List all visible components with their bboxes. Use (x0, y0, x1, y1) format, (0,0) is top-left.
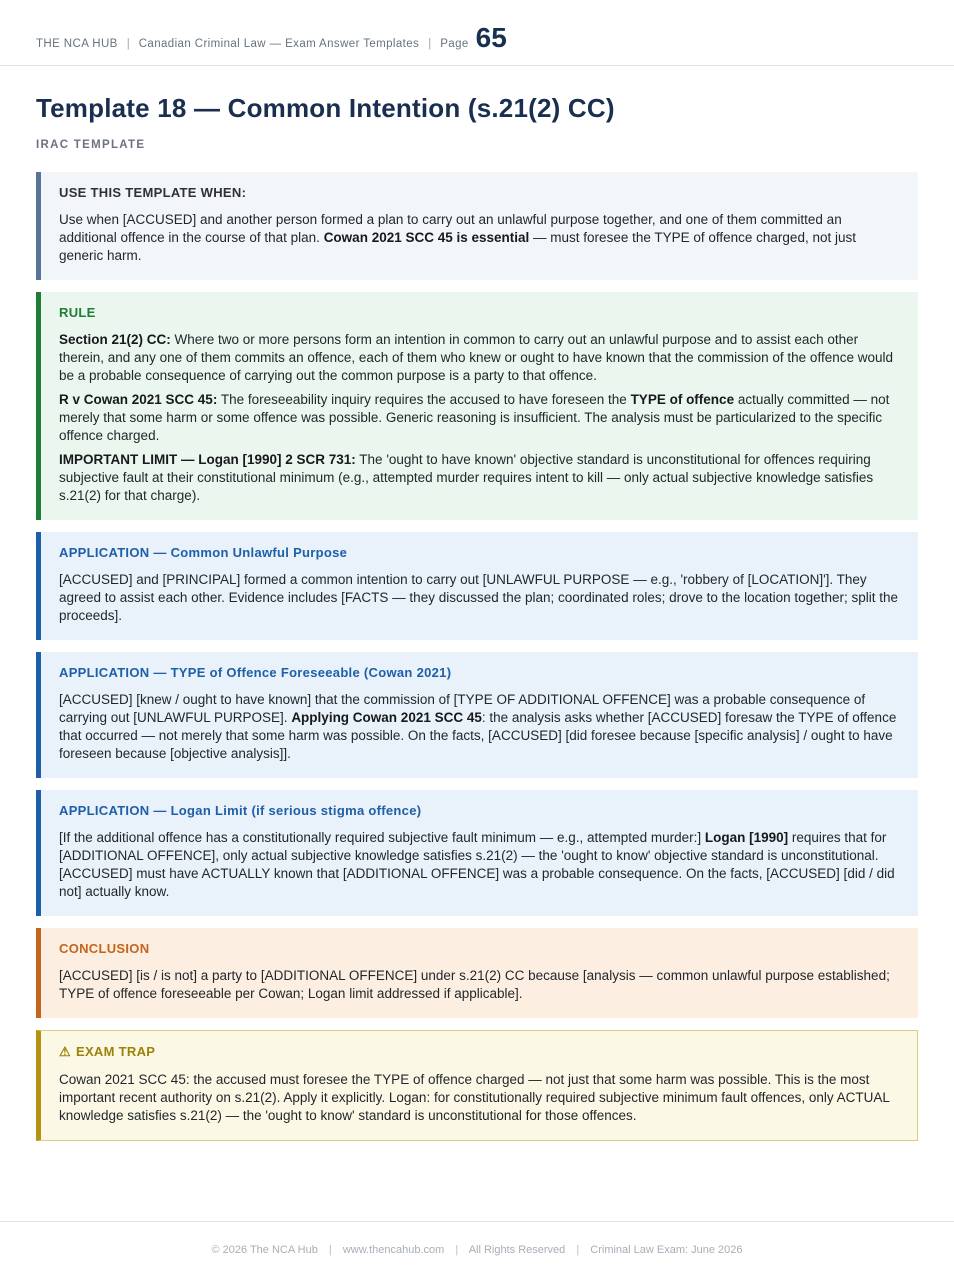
template-type-label: IRAC TEMPLATE (36, 139, 146, 151)
callout-heading: APPLICATION — TYPE of Offence Foreseeable (Cowan 2021) (59, 665, 452, 680)
callout-heading-label: EXAM TRAP (75, 1044, 156, 1059)
warning-icon: ⚠ (59, 1044, 71, 1059)
callout-heading: APPLICATION — Common Unlawful Purpose (59, 545, 348, 560)
callout-conclusion (36, 928, 918, 1018)
callout-paragraph: R v Cowan 2021 SCC 45: The foreseeability inquiry requires the accused to have foreseen the TYPE of offence actually committed — not merely that some harm or some offence was possible. Generic reasoning is insufficient. The analysis must be particularized to the specific offence charged. (59, 392, 890, 443)
callout-paragraph: [ACCUSED] [knew / ought to have known] that the commission of [TYPE OF ADDITIONAL OFFENCE] was a probable consequence of carrying out [UNLAWFUL PURPOSE]. Applying Cowan 2021 SCC 45: the analysis asks whether [ACCUSED] foresaw the TYPE of offence that occurred — not merely that some harm was possible. On the facts, [ACCUSED] [did foresee because [specific analysis] / ought to have foreseen because [objective analysis]]. (59, 692, 897, 761)
callout-paragraph: [If the additional offence has a constitutionally required subjective fault minimum — e.g., attempted murder:] Logan [1990] requires that for [ADDITIONAL OFFENCE], only actual subjective knowledge satisfies s.21(2) — the 'ought to know' objective standard is unconstitutional. [ACCUSED] must have ACTUALLY known that [ADDITIONAL OFFENCE] was a probable consequence. On the facts, [ACCUSED] [did / did not] actually know. (59, 830, 895, 899)
rights-text: All Rights Reserved (468, 1244, 566, 1256)
callout-use-when (36, 172, 918, 280)
callout-paragraph: [ACCUSED] and [PRINCIPAL] formed a common intention to carry out [UNLAWFUL PURPOSE — e.g., 'robbery of [LOCATION]']. They agreed to assist each other. Evidence includes [FACTS — they discussed the plan; coordinated roles; drove to the location together; split the proceeds]. (59, 572, 898, 623)
callout-heading (59, 1044, 899, 1060)
callout-paragraph: Section 21(2) CC: Where two or more persons form an intention in common to carry out an unlawful purpose and to assist each other therein, and any one of them commits an offence, each of them who knew or ought to have known that the commission of the offence would be a probable consequence of carrying out the common purpose is a party to that offence. (59, 332, 893, 383)
exam-session-text: Criminal Law Exam: June 2026 (590, 1244, 743, 1256)
callout-heading: CONCLUSION (59, 941, 150, 956)
callout-application-logan-limit (36, 790, 918, 916)
divider: | (328, 1244, 332, 1256)
callout-heading: USE THIS TEMPLATE WHEN: (59, 185, 247, 200)
website-url: www.thencahub.com (342, 1244, 445, 1256)
page-footer (0, 1221, 954, 1276)
callout-paragraph: [ACCUSED] [is / is not] a party to [ADDITIONAL OFFENCE] under s.21(2) CC because [analysis — common unlawful purpose established; TYPE of offence foreseeable per Cowan; Logan limit addressed if applicable]. (59, 968, 890, 1001)
document-title: Canadian Criminal Law — Exam Answer Templates (138, 38, 420, 50)
footer-text (36, 1244, 918, 1256)
copyright-text: © 2026 The NCA Hub (211, 1244, 318, 1256)
callout-exam-trap (36, 1030, 918, 1141)
callout-list (36, 172, 918, 1141)
divider: | (576, 1244, 580, 1256)
main-content (0, 66, 954, 1153)
page-label: Page (440, 38, 469, 50)
page-title: Template 18 — Common Intention (s.21(2) CC) (36, 93, 615, 123)
divider: | (455, 1244, 459, 1256)
page-number: 65 (475, 22, 507, 53)
callout-application-type-foreseeable (36, 652, 918, 778)
callout-heading: RULE (59, 305, 96, 320)
page-header (0, 0, 954, 66)
breadcrumb (36, 24, 918, 52)
brand-name: THE NCA HUB (36, 38, 118, 50)
divider: | (428, 38, 432, 50)
callout-paragraph: Cowan 2021 SCC 45: the accused must foresee the TYPE of offence charged — not just that some harm was possible. This is the most important recent authority on s.21(2). Apply it explicitly. Logan: for constitutionally required subjective minimum fault offences, only ACTUAL knowledge satisfies s.21(2) — the 'ought to know' standard is unconstitutional for those offences. (59, 1072, 890, 1123)
callout-paragraph: IMPORTANT LIMIT — Logan [1990] 2 SCR 731: The 'ought to have known' objective standard is unconstitutional for offences requiring subjective fault at their constitutional minimum (e.g., attempted murder requires intent to kill — only actual subjective knowledge satisfies s.21(2) for that charge). (59, 452, 874, 503)
callout-heading: APPLICATION — Logan Limit (if serious stigma offence) (59, 803, 422, 818)
callout-application-common-unlawful-purpose (36, 532, 918, 640)
divider: | (126, 38, 130, 50)
callout-rule (36, 292, 918, 520)
callout-paragraph: Use when [ACCUSED] and another person formed a plan to carry out an unlawful purpose together, and one of them committed an additional offence in the course of that plan. Cowan 2021 SCC 45 is essential — must foresee the TYPE of offence charged, not just generic harm. (59, 212, 856, 263)
